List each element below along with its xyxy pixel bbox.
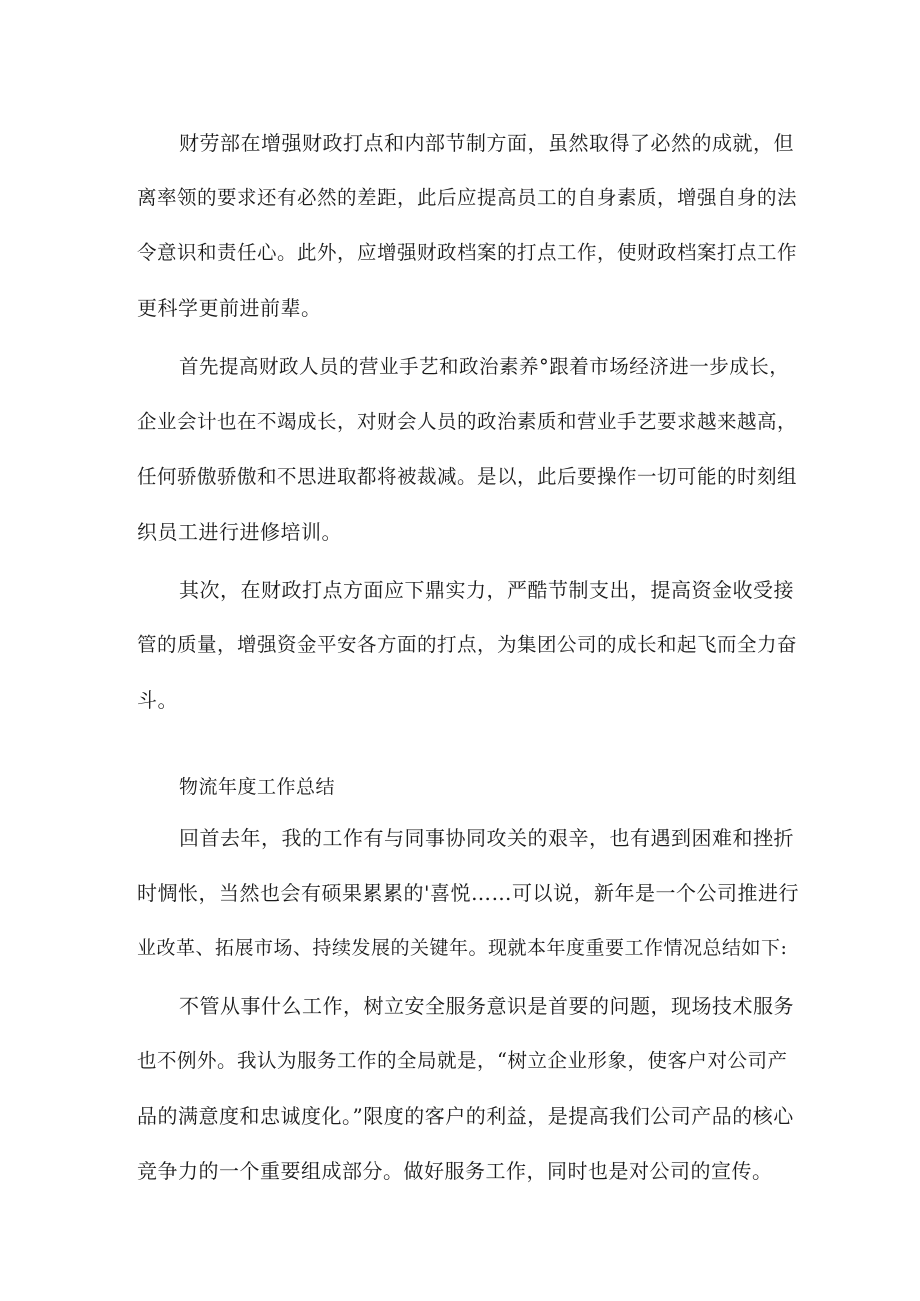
paragraph-line: 首先提高财政人员的营业手艺和政治素养°跟着市场经济进一步成长， (179, 355, 790, 378)
paragraph-line: 时惆怅，当然也会有硕果累累的'喜悦……可以说，新年是一个公司推进行 (137, 881, 799, 905)
paragraph-line: 其次，在财政打点方面应下鼎实力，严酷节制支出，提高资金收受接 (179, 578, 794, 602)
section-title: 物流年度工作总结 (179, 776, 336, 798)
paragraph-line: 竞争力的一个重要组成部分。做好服务工作，同时也是对公司的宣传。 (137, 1159, 773, 1183)
paragraph-line: 回首去年，我的工作有与同事协同攻关的艰辛，也有遇到困难和挫折 (179, 826, 794, 850)
paragraph-line: 也不例外。我认为服务工作的全局就是，“树立企业形象，使客户对公司产 (137, 1049, 788, 1072)
paragraph-line: 品的满意度和忠诚度化。”限度的客户的利益，是提高我们公司产品的核心 (137, 1104, 794, 1128)
paragraph-line: 织员工进行进修培训。 (137, 520, 342, 544)
paragraph-line: 更科学更前进前辈。 (137, 296, 322, 320)
paragraph-line: 令意识和责任心。此外，应增强财政档案的打点工作，使财政档案打点工作 (137, 241, 798, 264)
paragraph-line: 业改革、拓展市场、持续发展的关键年。现就本年度重要工作情况总结如下: (137, 937, 788, 959)
paragraph-line: 斗。 (137, 688, 178, 712)
paragraph-line: 企业会计也在不竭成长，对财会人员的政治素质和营业手艺要求越来越高， (137, 410, 798, 433)
paragraph-line: 不管从事什么工作，树立安全服务意识是首要的问题，现场技术服务 (179, 994, 794, 1018)
paragraph-line: 管的质量，增强资金平安各方面的打点，为集团公司的成长和起飞而全力奋 (137, 633, 798, 656)
paragraph-line: 任何骄傲骄傲和不思进取都将被裁减。是以，此后要操作一切可能的时刻组 (137, 465, 798, 488)
paragraph-line: 离率领的要求还有必然的差距，此后应提高员工的自身素质，增强自身的法 (137, 186, 798, 209)
paragraph-line: 财劳部在增强财政打点和内部节制方面，虽然取得了必然的成就，但 (179, 131, 794, 155)
